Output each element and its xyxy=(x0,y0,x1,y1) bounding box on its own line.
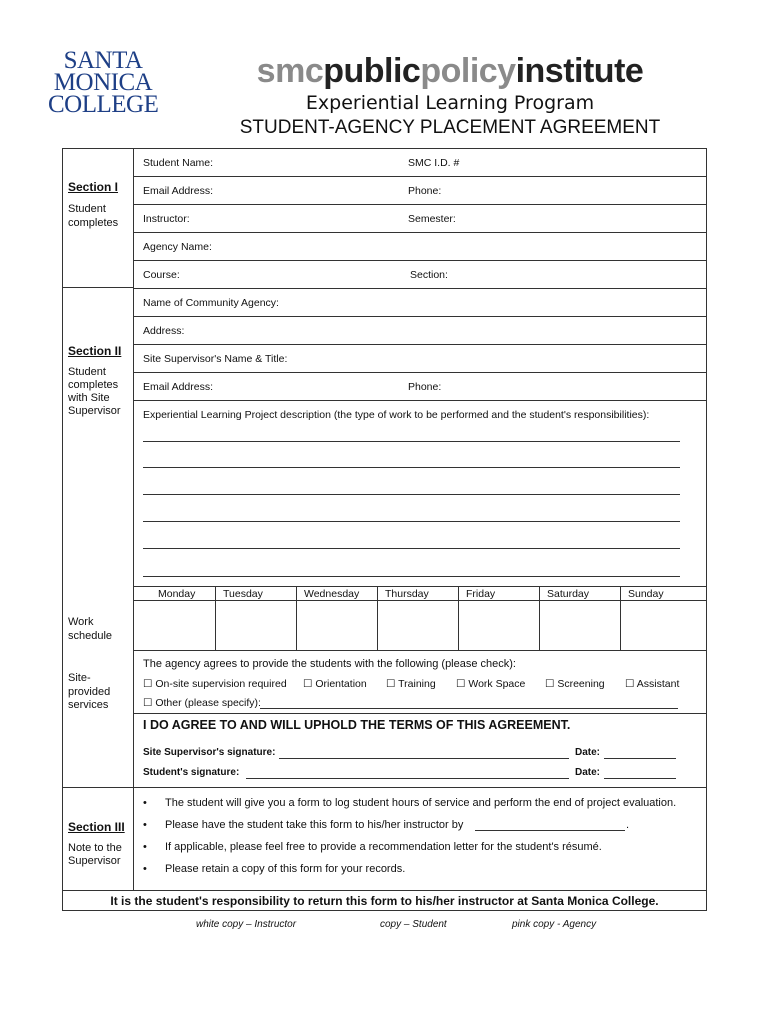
brand-institute: institute xyxy=(515,52,644,90)
section3-bottom xyxy=(62,890,707,891)
bullet-period: . xyxy=(626,819,630,831)
bullet-text: Please retain a copy of this form for your records. xyxy=(165,863,406,875)
brand-public: public xyxy=(323,52,421,90)
description-line[interactable] xyxy=(143,576,680,577)
services-intro: The agency agrees to provide the students with the following (please check): xyxy=(143,658,516,670)
phone-label: Phone: xyxy=(408,185,442,197)
row-line xyxy=(133,787,707,788)
schedule-col xyxy=(296,586,297,650)
form-right-border xyxy=(706,148,707,911)
address-label: Address: xyxy=(143,325,185,337)
row-line xyxy=(133,713,707,714)
form-title: STUDENT-AGENCY PLACEMENT AGREEMENT xyxy=(239,117,661,138)
student-date-line[interactable] xyxy=(604,778,676,779)
brand-smc: smc xyxy=(256,52,324,90)
checkbox-icon[interactable]: ☐ xyxy=(143,678,156,690)
description-line[interactable] xyxy=(143,521,680,522)
community-agency-label: Name of Community Agency: xyxy=(143,297,279,309)
checkbox-icon[interactable]: ☐ xyxy=(625,678,637,690)
section1-bottom xyxy=(62,287,134,288)
section-iii-desc-1: Note to the xyxy=(68,842,122,854)
day-friday: Friday xyxy=(466,588,496,600)
brand-policy: policy xyxy=(420,52,516,90)
agency-name-label: Agency Name: xyxy=(143,241,212,253)
schedule-col xyxy=(377,586,378,650)
agreement-statement: I DO AGREE TO AND WILL UPHOLD THE TERMS OF THIS AGREEMENT. xyxy=(143,718,571,732)
copy-pink: pink copy - Agency xyxy=(512,919,597,930)
email-label: Email Address: xyxy=(143,185,214,197)
student-date-label: Date: xyxy=(575,767,601,778)
student-name-label: Student Name: xyxy=(143,157,214,169)
option-label: Other (please specify): xyxy=(155,697,261,709)
project-description-label: Experiential Learning Project description (the type of work to be performed and the student's responsibilities): xyxy=(143,409,650,421)
day-saturday: Saturday xyxy=(547,588,590,600)
row-line xyxy=(133,344,707,345)
smc-id-label: SMC I.D. # xyxy=(408,157,460,169)
responsibility-notice: It is the student's responsibility to return this form to his/her instructor at Santa Monica College. xyxy=(110,894,659,908)
supervisor-phone-label: Phone: xyxy=(408,381,442,393)
row-line xyxy=(133,204,707,205)
form-left-border xyxy=(62,148,63,911)
row-line xyxy=(133,400,707,401)
supervisor-email-label: Email Address: xyxy=(143,381,214,393)
section-ii-desc-4: Supervisor xyxy=(68,405,121,417)
section-label: Section: xyxy=(410,269,448,281)
option-onsite[interactable] xyxy=(143,678,287,690)
description-line[interactable] xyxy=(143,548,680,549)
option-orientation[interactable] xyxy=(303,678,367,690)
option-label: Orientation xyxy=(315,678,367,690)
row-line xyxy=(133,650,707,651)
supervisor-date-line[interactable] xyxy=(604,758,676,759)
day-thursday: Thursday xyxy=(385,588,429,600)
section-ii-desc-3: with Site xyxy=(68,392,110,404)
work-schedule-label-1: Work xyxy=(68,616,94,628)
student-signature-label: Student's signature: xyxy=(143,767,240,778)
section-iii-heading: Section III xyxy=(68,820,125,834)
instructor-deadline-line[interactable] xyxy=(475,830,625,831)
option-label: On-site supervision required xyxy=(155,678,287,690)
checkbox-icon[interactable]: ☐ xyxy=(303,678,316,690)
checkbox-icon[interactable]: ☐ xyxy=(545,678,558,690)
day-wednesday: Wednesday xyxy=(304,588,360,600)
schedule-col xyxy=(215,586,216,650)
work-schedule-label-2: schedule xyxy=(68,630,113,642)
instructor-label: Instructor: xyxy=(143,213,190,225)
description-line[interactable] xyxy=(143,494,680,495)
form-bottom-border xyxy=(62,910,707,911)
bullet-text: Please have the student take this form to his/her instructor by xyxy=(165,819,464,831)
row-line xyxy=(133,260,707,261)
section-iii-desc-2: Supervisor xyxy=(68,855,121,867)
option-training[interactable] xyxy=(386,678,436,690)
row-line xyxy=(133,372,707,373)
day-monday: Monday xyxy=(158,588,196,600)
description-line[interactable] xyxy=(143,441,680,442)
supervisor-date-label: Date: xyxy=(575,747,601,758)
program-title: Experiential Learning Program xyxy=(305,92,595,114)
santa-monica-college-logo xyxy=(48,47,159,118)
row-line xyxy=(133,288,707,289)
option-label: Screening xyxy=(557,678,605,690)
description-line[interactable] xyxy=(143,467,680,468)
option-label: Work Space xyxy=(468,678,526,690)
option-work-space[interactable] xyxy=(456,678,525,690)
bullet-text: The student will give you a form to log student hours of service and perform the end of project evaluation. xyxy=(165,797,677,809)
option-other[interactable] xyxy=(143,697,261,709)
row-line xyxy=(133,316,707,317)
student-signature-line[interactable] xyxy=(246,778,569,779)
section-i-desc: Student completes xyxy=(68,203,119,229)
institute-brand xyxy=(180,52,720,91)
site-provided-label-1: Site- xyxy=(68,672,91,684)
checkbox-icon[interactable]: ☐ xyxy=(143,697,156,709)
supervisor-signature-line[interactable] xyxy=(279,758,569,759)
course-label: Course: xyxy=(143,269,180,281)
row-line xyxy=(133,176,707,177)
supervisor-signature-label: Site Supervisor's signature: xyxy=(143,747,276,758)
semester-label: Semester: xyxy=(408,213,456,225)
logo-line-monica: MONICA xyxy=(53,69,153,96)
site-supervisor-label: Site Supervisor's Name & Title: xyxy=(143,353,288,365)
logo-line-college: COLLEGE xyxy=(48,91,159,118)
site-provided-label-3: services xyxy=(68,699,109,711)
option-label: Training xyxy=(398,678,436,690)
schedule-col xyxy=(620,586,621,650)
checkbox-icon[interactable]: ☐ xyxy=(456,678,469,690)
bullet-text: If applicable, please feel free to provide a recommendation letter for the student's résumé. xyxy=(165,841,602,853)
section2-bottom xyxy=(62,787,134,788)
site-provided-label-2: provided xyxy=(68,686,111,698)
schedule-col xyxy=(458,586,459,650)
option-assistant[interactable] xyxy=(625,678,679,690)
row-line xyxy=(133,232,707,233)
day-sunday: Sunday xyxy=(628,588,664,600)
section-ii-heading: Section II xyxy=(68,344,122,358)
section-i-heading: Section I xyxy=(68,180,119,194)
day-tuesday: Tuesday xyxy=(223,588,263,600)
copy-white: white copy – Instructor xyxy=(196,919,297,930)
other-specify-line[interactable] xyxy=(260,708,678,709)
checkbox-icon[interactable]: ☐ xyxy=(386,678,399,690)
section-ii-desc-2: completes xyxy=(68,379,119,391)
logo-line-santa: SANTA xyxy=(63,47,143,74)
schedule-col xyxy=(539,586,540,650)
form-top-border xyxy=(62,148,707,149)
section-ii-desc-1: Student xyxy=(68,366,106,378)
option-screening[interactable] xyxy=(545,678,605,690)
option-label: Assistant xyxy=(636,678,680,690)
copy-student: copy – Student xyxy=(380,919,447,930)
